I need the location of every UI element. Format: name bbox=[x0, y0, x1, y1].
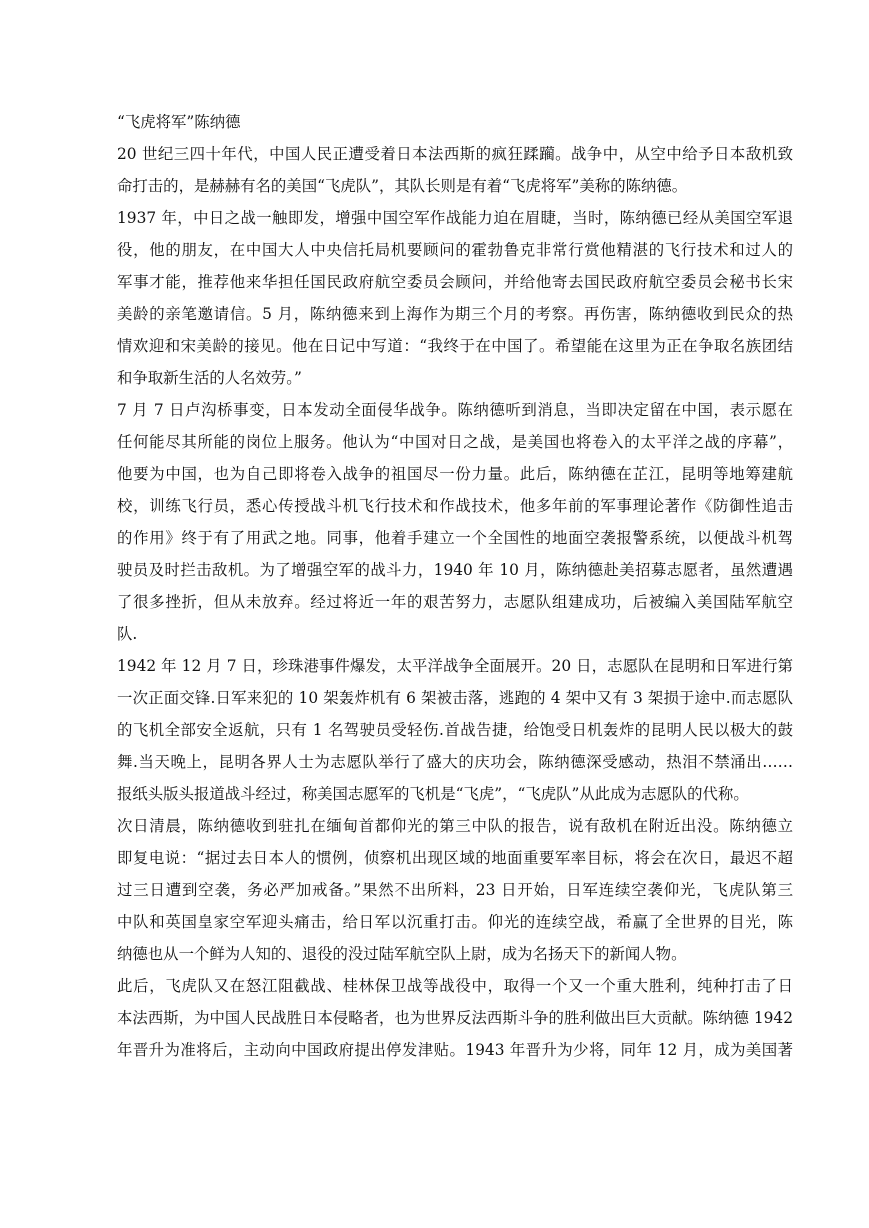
paragraph-line: 情欢迎和宋美龄的接见。他在日记中写道：“我终于在中国了。希望能在这里为正在争取名族团结 bbox=[117, 337, 793, 355]
paragraph-line: 校，训练飞行员，悉心传授战斗机飞行技术和作战技术，他多年前的军事理论著作《防御性追击 bbox=[117, 497, 793, 515]
paragraph-line: 中队和英国皇家空军迎头痛击，给日军以沉重打击。仰光的连续空战，希赢了全世界的目光，陈 bbox=[117, 913, 793, 931]
paragraph-line: 次日清晨，陈纳德收到驻扎在缅甸首都仰光的第三中队的报告，说有敌机在附近出没。陈纳德立 bbox=[117, 817, 793, 835]
paragraph-2 bbox=[117, 202, 793, 394]
paragraph-line: 了很多挫折，但从未放弃。经过将近一年的艰苦努力，志愿队组建成功，后被编入美国陆军航空 bbox=[117, 593, 793, 611]
paragraph-4 bbox=[117, 650, 793, 810]
paragraph-line: 任何能尽其所能的岗位上服务。他认为“中国对日之战，是美国也将卷入的太平洋之战的序幕”， bbox=[117, 433, 793, 451]
paragraph-line: 军事才能，推荐他来华担任国民政府航空委员会顾问，并给他寄去国民政府航空委员会秘书长宋 bbox=[117, 273, 793, 291]
paragraph-line: 和争取新生活的人名效劳。” bbox=[117, 369, 302, 387]
paragraph-line: 命打击的，是赫赫有名的美国“飞虎队”，其队长则是有着“飞虎将军”美称的陈纳德。 bbox=[117, 177, 688, 195]
document-page bbox=[117, 106, 793, 1066]
paragraph-line: 1942 年 12 月 7 日，珍珠港事件爆发，太平洋战争全面展开。20 日，志愿队在昆明和日军进行第 bbox=[117, 657, 793, 675]
paragraph-line: 的飞机全部安全返航，只有 1 名驾驶员受轻伤.首战告捷，给饱受日机轰炸的昆明人民以极大的鼓 bbox=[117, 721, 793, 739]
paragraph-line: 一次正面交锋.日军来犯的 10 架轰炸机有 6 架被击落，逃跑的 4 架中又有 3 架损于途中.而志愿队 bbox=[117, 689, 793, 707]
paragraph-line: 7 月 7 日卢沟桥事变，日本发动全面侵华战争。陈纳德听到消息，当即决定留在中国，表示愿在 bbox=[117, 401, 793, 419]
paragraph-line: 即复电说：“据过去日本人的惯例，侦察机出现区域的地面重要军率目标，将会在次日，最迟不超 bbox=[117, 849, 793, 867]
article-title: “飞虎将军”陈纳德 bbox=[117, 113, 241, 131]
paragraph-3 bbox=[117, 394, 793, 650]
paragraph-line: 20 世纪三四十年代，中国人民正遭受着日本法西斯的疯狂蹂躏。战争中，从空中给予日本敌机致 bbox=[117, 145, 793, 163]
paragraph-line: 纳德也从一个鲜为人知的、退役的没过陆军航空队上尉，成为名扬天下的新闻人物。 bbox=[117, 945, 687, 963]
paragraph-line: 本法西斯，为中国人民战胜日本侵略者，也为世界反法西斯斗争的胜利做出巨大贡献。陈纳德 1942 bbox=[117, 1009, 793, 1027]
paragraph-line: 舞.当天晚上，昆明各界人士为志愿队举行了盛大的庆功会，陈纳德深受感动，热泪不禁涌出…… bbox=[117, 753, 793, 771]
paragraph-line: 队. bbox=[117, 625, 138, 643]
paragraph-line: 年晋升为准将后，主动向中国政府提出停发津贴。1943 年晋升为少将，同年 12 月，成为美国著 bbox=[117, 1041, 793, 1059]
paragraph-1 bbox=[117, 138, 793, 202]
paragraph-line: 的作用》终于有了用武之地。同事，他着手建立一个全国性的地面空袭报警系统，以便战斗机驾 bbox=[117, 529, 793, 547]
paragraph-line: 1937 年，中日之战一触即发，增强中国空军作战能力迫在眉睫，当时，陈纳德已经从美国空军退 bbox=[117, 209, 793, 227]
paragraph-line: 此后，飞虎队又在怒江阻截战、桂林保卫战等战役中，取得一个又一个重大胜利，纯种打击了日 bbox=[117, 977, 793, 995]
paragraph-6 bbox=[117, 970, 793, 1066]
paragraph-line: 过三日遭到空袭，务必严加戒备。”果然不出所料，23 日开始，日军连续空袭仰光，飞虎队第三 bbox=[117, 881, 793, 899]
paragraph-line: 役，他的朋友，在中国大人中央信托局机要顾问的霍勃鲁克非常行赏他精湛的飞行技术和过人的 bbox=[117, 241, 793, 259]
paragraph-5 bbox=[117, 810, 793, 970]
paragraph-line: 报纸头版头报道战斗经过，称美国志愿军的飞机是“飞虎”，“飞虎队”从此成为志愿队的代称。 bbox=[117, 785, 749, 803]
paragraph-line: 美龄的亲笔邀请信。5 月，陈纳德来到上海作为期三个月的考察。再伤害，陈纳德收到民众的热 bbox=[117, 305, 793, 323]
paragraph-line: 他要为中国，也为自己即将卷入战争的祖国尽一份力量。此后，陈纳德在芷江，昆明等地筹建航 bbox=[117, 465, 793, 483]
paragraph-line: 驶员及时拦击敌机。为了增强空军的战斗力，1940 年 10 月，陈纳德赴美招募志愿者，虽然遭遇 bbox=[117, 561, 793, 579]
